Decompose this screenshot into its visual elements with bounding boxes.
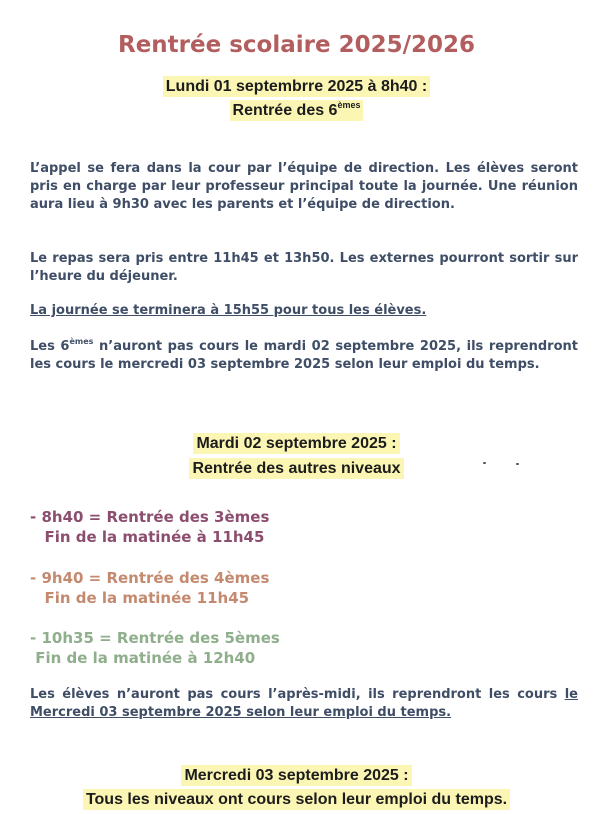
day1-heading xyxy=(230,100,364,121)
day1-resume-sup: èmes xyxy=(69,337,94,346)
day1-end-link: La journée se terminera à 15h55 pour tous les élèves. xyxy=(30,303,427,318)
day3-date: Mercredi 03 septembre 2025 : xyxy=(181,765,411,786)
day1-heading-line xyxy=(0,100,593,121)
day1-paragraph-resume xyxy=(30,338,578,374)
day2-note-text: Les élèves n’auront pas cours l’après-midi, ils reprendront les cours xyxy=(30,687,565,702)
level-3emes-end: Fin de la matinée à 11h45 xyxy=(34,528,265,546)
level-4emes xyxy=(30,568,269,608)
day1-resume-prefix: Les 6 xyxy=(30,339,70,354)
day1-paragraph-end xyxy=(30,302,578,320)
day1-paragraph-call: L’appel se fera dans la cour par l’équipe de direction. Les élèves seront pris en charge par leur professeur principal toute la journée. Une réunion aura lieu à 9h30 avec les parents et l’équipe de direction. xyxy=(30,161,578,212)
day2-heading-line xyxy=(0,458,593,479)
day3-heading-line xyxy=(0,789,593,810)
level-4emes-start: - 9h40 = Rentrée des 4èmes xyxy=(30,569,270,587)
level-3emes-start: - 8h40 = Rentrée des 3èmes xyxy=(30,508,270,526)
day1-date: Lundi 01 septembrre 2025 à 8h40 : xyxy=(163,76,430,97)
day2-note-link: le Mercredi 03 septembre 2025 selon leur emploi du temps. xyxy=(30,687,578,720)
day1-resume-rest: n’auront pas cours le mardi 02 septembre 2025, ils reprendront les cours le mercredi 03 septembre 2025 selon leur emploi du temps. xyxy=(30,339,578,372)
day3-heading: Tous les niveaux ont cours selon leur emploi du temps. xyxy=(83,789,510,810)
day2-date-line xyxy=(0,433,593,454)
day1-paragraph-lunch: Le repas sera pris entre 11h45 et 13h50. Les externes pourront sortir sur l’heure du déjeuner. xyxy=(30,251,578,284)
day1-date-line xyxy=(0,76,593,97)
page-title: Rentrée scolaire 2025/2026 xyxy=(117,32,476,58)
day1-heading-text: Rentrée des 6 xyxy=(232,102,338,119)
level-5emes-start: - 10h35 = Rentrée des 5èmes xyxy=(30,629,280,647)
level-5emes xyxy=(30,628,280,668)
scan-speck xyxy=(516,463,519,465)
level-5emes-end: Fin de la matinée à 12h40 xyxy=(30,649,256,667)
day1-heading-sup: èmes xyxy=(337,100,361,110)
scan-speck xyxy=(483,462,486,464)
day3-date-line xyxy=(0,765,593,786)
day2-afternoon-note xyxy=(30,686,578,722)
day2-date: Mardi 02 septembre 2025 : xyxy=(193,433,399,454)
level-4emes-end: Fin de la matinée 11h45 xyxy=(34,589,250,607)
level-3emes xyxy=(30,507,269,547)
day2-heading: Rentrée des autres niveaux xyxy=(189,458,403,479)
